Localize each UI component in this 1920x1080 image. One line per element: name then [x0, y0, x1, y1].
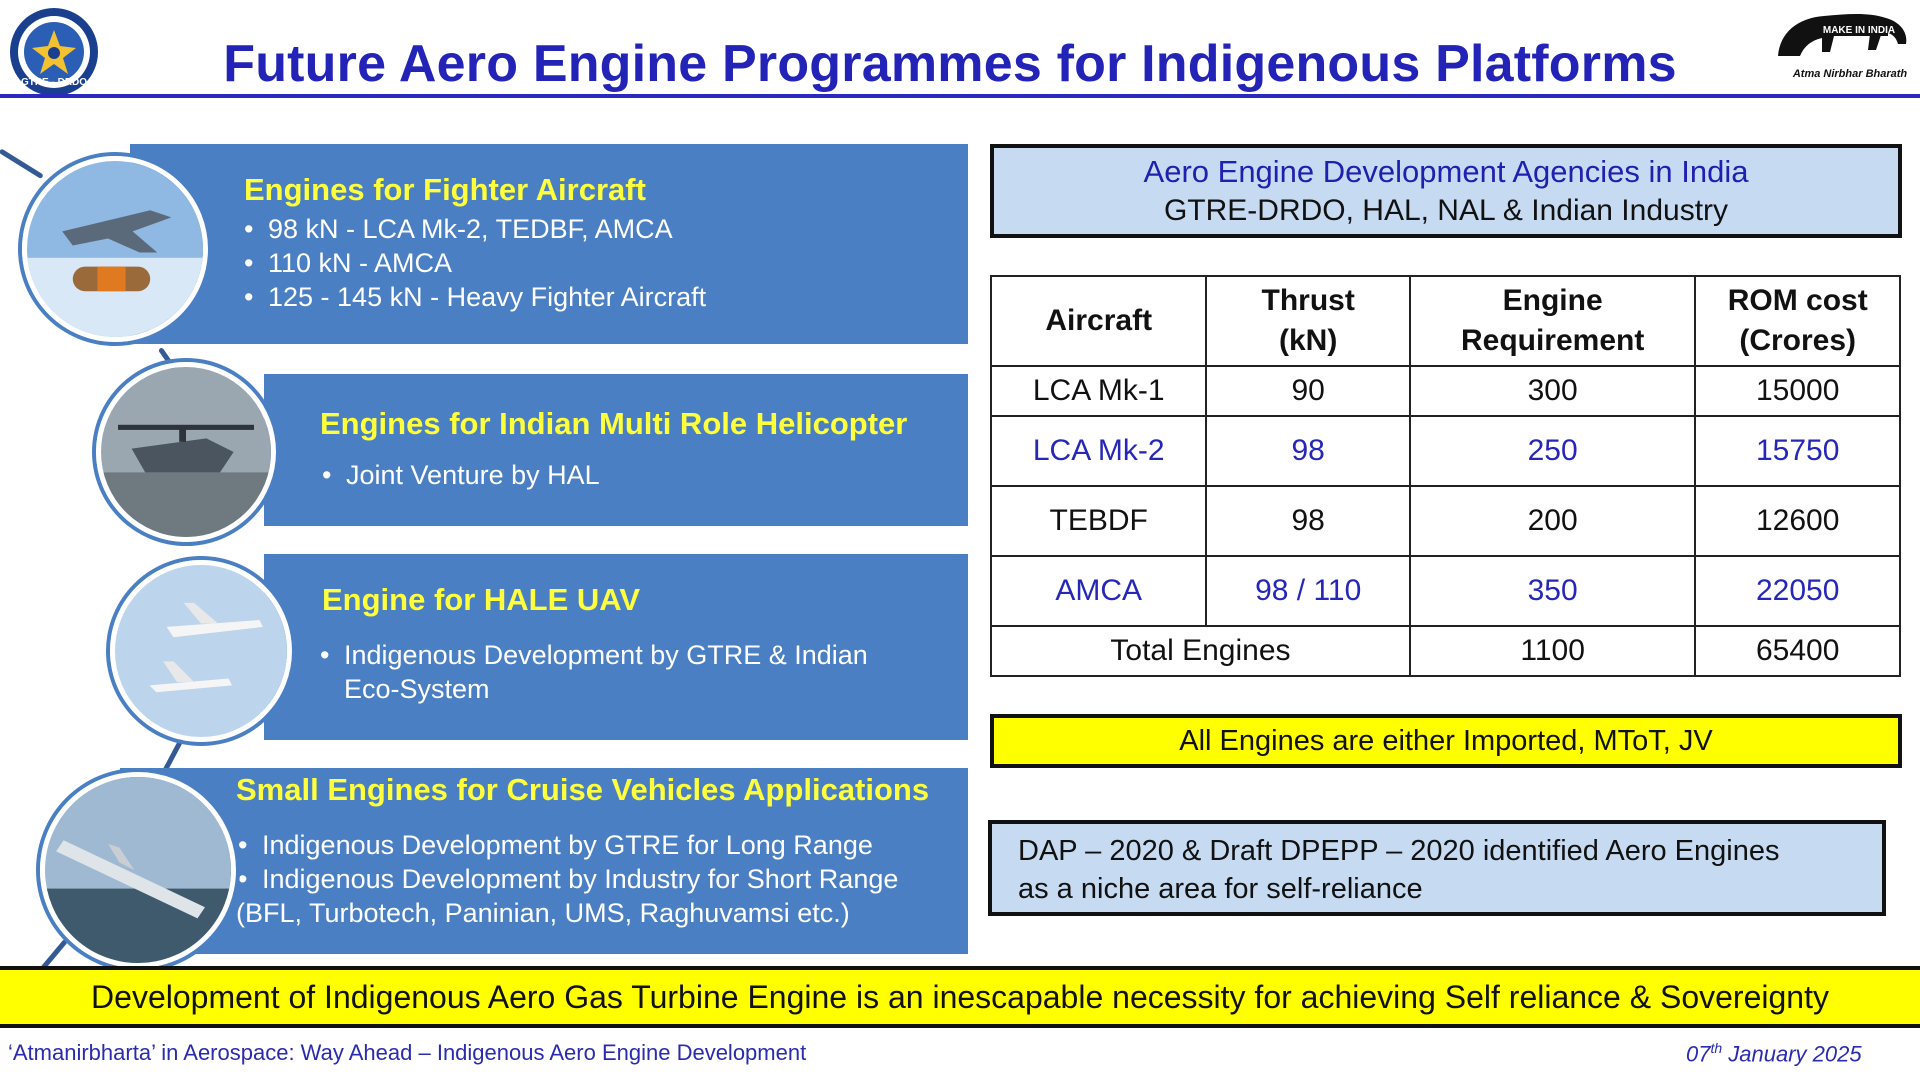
table-row: TEBDF 98 200 12600	[991, 486, 1900, 556]
card-bullet-list	[318, 638, 868, 672]
table-header-row	[991, 276, 1900, 366]
list-item: • Indigenous Development by GTRE for Long Range	[236, 828, 898, 862]
footer-date: 07th January 2025	[1686, 1040, 1862, 1067]
cruise-missile-image	[40, 772, 236, 968]
card-bullet-list	[242, 212, 706, 314]
list-item: • 98 kN - LCA Mk-2, TEDBF, AMCA	[242, 212, 706, 246]
card-heading: Small Engines for Cruise Vehicles Applications	[236, 772, 930, 807]
agencies-box	[990, 144, 1902, 238]
uav-aircraft-image	[110, 560, 292, 742]
card-heading: Engines for Indian Multi Role Helicopter	[320, 406, 908, 441]
card-bullet-list	[236, 828, 898, 896]
agencies-title: Aero Engine Development Agencies in India	[1143, 154, 1749, 189]
list-item: • Indigenous Development by Industry for Short Range	[236, 862, 898, 896]
connector-line	[0, 148, 44, 179]
card-cruise-vehicles	[120, 768, 968, 954]
necessity-banner: Development of Indigenous Aero Gas Turbine Engine is an inescapable necessity for achieving Self reliance & Sovereignty	[0, 966, 1920, 1028]
svg-text:MAKE IN INDIA: MAKE IN INDIA	[1822, 25, 1896, 36]
imported-engines-note: All Engines are either Imported, MToT, JV	[990, 714, 1902, 768]
card-bullet-list	[320, 458, 600, 492]
footer-caption: ‘Atmanirbharta’ in Aerospace: Way Ahead – Indigenous Aero Engine Development	[8, 1040, 807, 1065]
dap-policy-note: DAP – 2020 & Draft DPEPP – 2020 identified Aero Engines as a niche area for self-reliance	[988, 820, 1886, 916]
card-heading: Engines for Fighter Aircraft	[244, 172, 646, 207]
make-in-india-lion-logo	[1772, 4, 1912, 94]
table-row: LCA Mk-2 98 250 15750	[991, 416, 1900, 486]
list-item: • 110 kN - AMCA	[242, 246, 706, 280]
column-header-requirement: Engine Requirement	[1410, 276, 1696, 366]
list-item: • 125 - 145 kN - Heavy Fighter Aircraft	[242, 280, 706, 314]
gtre-drdo-logo-text	[14, 70, 94, 92]
title-underline	[0, 94, 1920, 98]
table-row: AMCA 98 / 110 350 22050	[991, 556, 1900, 626]
card-hale-uav	[264, 554, 968, 740]
page-title: Future Aero Engine Programmes for Indigenous Platforms	[223, 35, 1677, 93]
list-item-continuation: Eco-System	[344, 674, 490, 704]
column-header-aircraft: Aircraft	[991, 276, 1206, 366]
list-item-continuation: (BFL, Turbotech, Paninian, UMS, Raghuvamsi etc.)	[236, 898, 850, 928]
list-item: • Joint Venture by HAL	[320, 458, 600, 492]
helicopter-image	[96, 362, 276, 542]
card-heading: Engine for HALE UAV	[322, 582, 641, 617]
svg-text:GTRE - DRDO: GTRE - DRDO	[20, 77, 88, 88]
agencies-list: GTRE-DRDO, HAL, NAL & Indian Industry	[1163, 194, 1729, 227]
fighter-jet-image	[22, 156, 208, 342]
list-item: • Indigenous Development by GTRE & Indian	[318, 638, 868, 672]
card-fighter-aircraft	[130, 144, 968, 344]
column-header-thrust: Thrust (kN)	[1206, 276, 1409, 366]
column-header-cost: ROM cost (Crores)	[1695, 276, 1900, 366]
engine-requirement-table	[990, 275, 1901, 677]
card-helicopter	[264, 374, 968, 526]
table-row: LCA Mk-1 90 300 15000	[991, 366, 1900, 416]
atma-nirbhar-caption: Atma Nirbhar Bharath	[1792, 68, 1908, 80]
table-total-row: Total Engines 1100 65400	[991, 626, 1900, 676]
